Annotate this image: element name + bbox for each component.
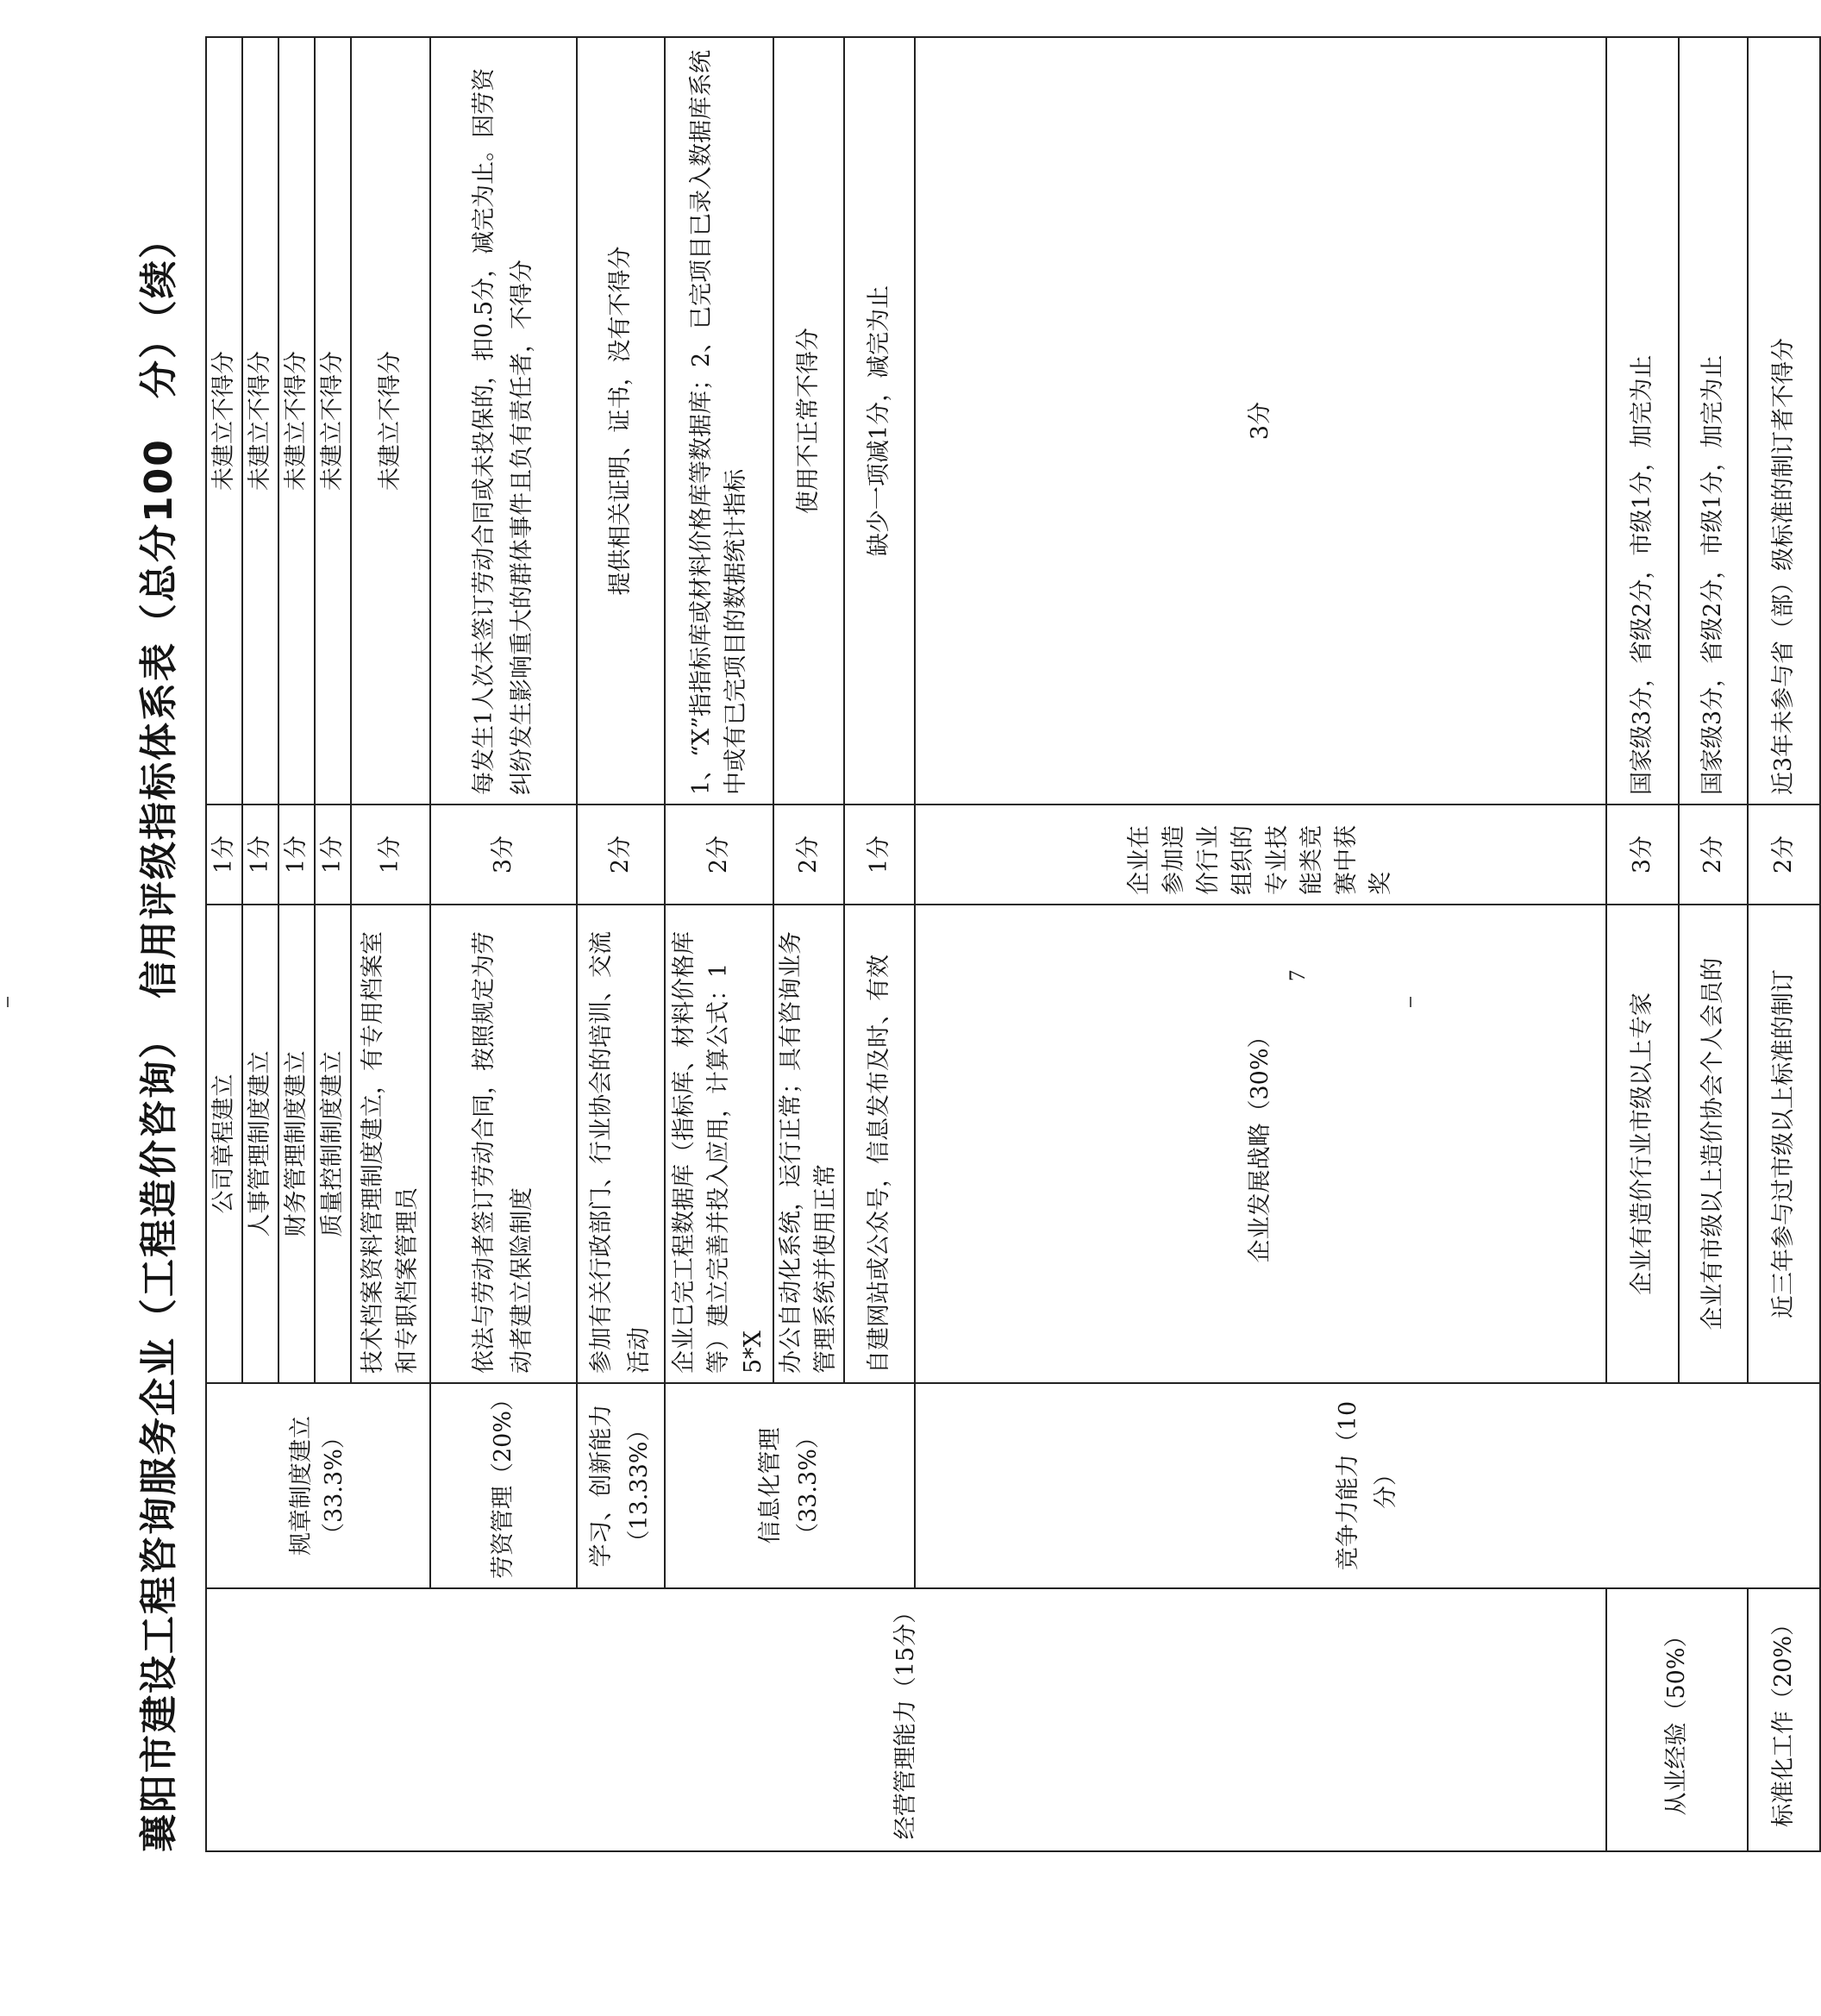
rule-cell: 未建立不得分 [242, 37, 278, 805]
rule-cell: 每发生1人次未签订劳动合同或未投保的，扣0.5分，减完为止。因劳资纠纷发生影响重大的群体事件且负有责任者，不得分 [430, 37, 577, 805]
score-cell: 1分 [315, 805, 351, 905]
score-cell: 2分 [1679, 805, 1748, 905]
item-cell: 依法与劳动者签订劳动合同，按照规定为劳动者建立保险制度 [430, 905, 577, 1383]
rule-cell: 未建立不得分 [315, 37, 351, 805]
rule-cell: 近3年未参与省（部）级标准的制订者不得分 [1748, 37, 1820, 805]
score-cell: 1分 [278, 805, 315, 905]
item-cell: 企业已完工程数据库（指标库、材料价格库等）建立完善并投入应用，计算公式：1 5*X [665, 905, 773, 1383]
score-cell: 3分 [915, 37, 1606, 805]
section-cell: 竞争力能力（10分） [915, 1383, 1820, 1588]
score-cell: 1分 [844, 805, 915, 905]
score-cell: 1分 [351, 805, 430, 905]
item-cell: 公司章程建立 [206, 905, 242, 1383]
document-title: 襄阳市建设工程咨询服务企业（工程造价咨询） 信用评级指标体系表（总分100 分）（续） [137, 219, 181, 1852]
category-cell: 信息化管理（33.3%） [665, 1383, 915, 1588]
section-cell: 经营管理能力（15分） [206, 1588, 1606, 1851]
item-cell: 企业有造价行业市级以上专家 [1606, 905, 1679, 1383]
score-cell: 3分 [1606, 805, 1679, 905]
score-cell: 1分 [242, 805, 278, 905]
score-cell: 2分 [665, 805, 773, 905]
rule-cell: 国家级3分，省级2分，市级1分，加完为止 [1606, 37, 1679, 805]
category-cell: 企业发展战略（30%） [915, 905, 1606, 1383]
item-cell: 人事管理制度建立 [242, 905, 278, 1383]
item-cell: 近三年参与过市级以上标准的制订 [1748, 905, 1820, 1383]
score-cell: 3分 [430, 805, 577, 905]
score-cell: 1分 [206, 805, 242, 905]
scan-mark [1410, 997, 1411, 1007]
category-cell: 从业经验（50%） [1606, 1588, 1748, 1851]
item-cell: 质量控制制度建立 [315, 905, 351, 1383]
category-cell: 劳资管理（20%） [430, 1383, 577, 1588]
rule-cell: 未建立不得分 [206, 37, 242, 805]
table-row [665, 37, 773, 1851]
rule-cell: 缺少一项减1分，减完为止 [844, 37, 915, 805]
item-cell: 财务管理制度建立 [278, 905, 315, 1383]
rule-cell: 未建立不得分 [351, 37, 430, 805]
table-row [430, 37, 577, 1851]
table-row [206, 37, 242, 1851]
item-cell: 自建网站或公众号，信息发布及时、有效 [844, 905, 915, 1383]
rule-cell: 提供相关证明、证书，没有不得分 [577, 37, 665, 805]
category-cell: 学习、创新能力（13.33%） [577, 1383, 665, 1588]
rating-table [205, 36, 1821, 1852]
page-number: 7 [1285, 970, 1310, 981]
scan-mark [7, 997, 9, 1007]
item-cell: 参加有关行政部门、行业协会的培训、交流活动 [577, 905, 665, 1383]
table-row [577, 37, 665, 1851]
item-cell: 技术档案资料管理制度建立，有专用档案室和专职档案管理员 [351, 905, 430, 1383]
item-cell: 企业有市级以上造价协会个人会员的 [1679, 905, 1748, 1383]
score-cell: 2分 [1748, 805, 1820, 905]
category-cell: 标准化工作（20%） [1748, 1588, 1820, 1851]
item-cell: 企业在参加造价行业组织的专业技能类竞赛中获奖 [915, 805, 1606, 905]
rule-cell: 国家级3分，省级2分，市级1分，加完为止 [1679, 37, 1748, 805]
rule-cell: 使用不正常不得分 [773, 37, 844, 805]
table-row [915, 37, 1606, 1851]
rule-cell: 1、“X”指指标库或材料价格库等数据库；2、已完项目已录入数据库系统中或有已完项目的数据统计指标 [665, 37, 773, 805]
category-cell: 规章制度建立（33.3%） [206, 1383, 430, 1588]
score-cell: 2分 [773, 805, 844, 905]
item-cell: 办公自动化系统，运行正常；具有咨询业务管理系统并使用正常 [773, 905, 844, 1383]
rule-cell: 未建立不得分 [278, 37, 315, 805]
score-cell: 2分 [577, 805, 665, 905]
